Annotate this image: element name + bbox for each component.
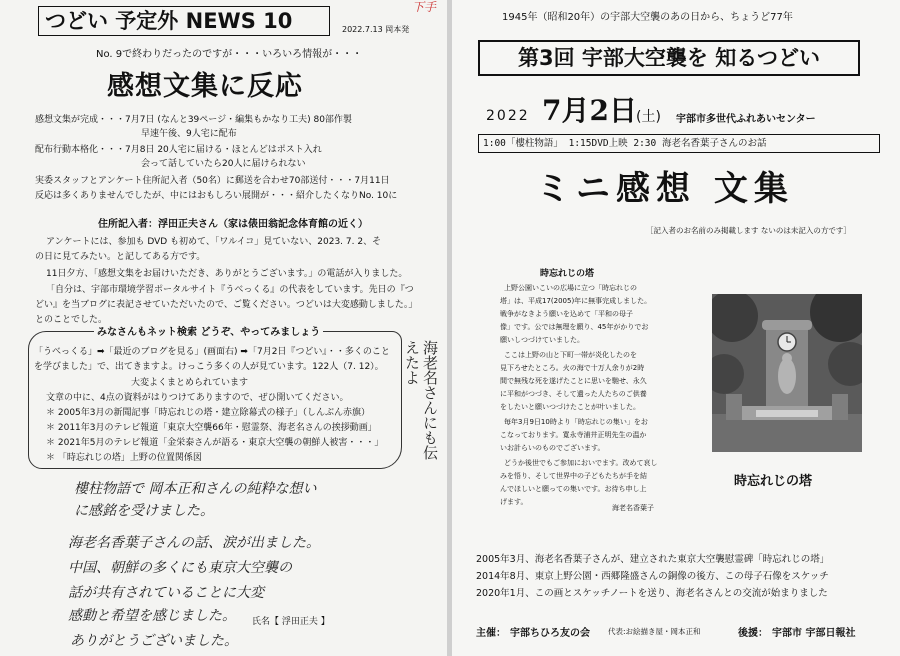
handwritten-line: 海老名香葉子さんの話、涙が出ました。 <box>68 535 320 551</box>
box-line: 「うべっくる」➡「最近のブログを見る」(画面右) ➡「7月2日『つどい』・・多くのことを学びました」で、出てきますよ。けっこう多くの人が見ています。122人（7. 12）。 <box>34 347 390 372</box>
box-line: ＊ 2011年3月のテレビ報道「東京大空襲66年・慰霊祭、海老名さんの挨拶動画」 <box>46 423 377 433</box>
story-line: に平和がつづき、そして遺った人たちのご供養 <box>500 390 647 398</box>
body-line: アンケートには、参加も DVD も初めて、「ワルイコ」見ていない、2023. 7. 2、そ <box>46 237 382 247</box>
box-line: 文章の中に、4点の資料がはりつけてありますので、ぜひ開いてください。 <box>46 393 349 403</box>
story-line: こなっております。寛永寺浦井正明先生の温か <box>500 431 647 439</box>
monument-photo <box>712 294 862 452</box>
big-title: ミニ感想 文集 <box>536 169 794 209</box>
bottom-line: 2014年8月、東京上野公園・西郷隆盛さんの銅像の後方、この母子石像をスケッチ <box>476 571 829 582</box>
handwritten-line: ありがとうございました。 <box>70 633 238 649</box>
schedule-bar: 1:00「樓柱物語」 1:15DVD上映 2:30 海老名香葉子さんのお話 <box>478 134 880 153</box>
story-line: 毎年3月9日10時より「時忘れじの集い」をお <box>504 418 648 426</box>
top-line: 1945年（昭和20年）の宇部大空襲のあの日から、ちょうど77年 <box>502 12 793 23</box>
story-line: 間で無残な死を遂げたことに思いを馳せ、永久 <box>500 377 647 385</box>
story-line: みを悟り、そして世界中の子どもたちが手を結 <box>500 472 647 480</box>
photo-caption: 時忘れじの塔 <box>734 474 813 489</box>
date-main: 7月2日 <box>542 94 637 127</box>
story-line: 塔」は、平成17(2005)年に無事完成しました。 <box>500 297 652 305</box>
body-line: の日に見てみたい。と記してある方です。 <box>35 252 206 262</box>
bottom-line: 2020年1月、この画とスケッチノートを送り、海老名さんとの交流が始まりました <box>476 588 828 599</box>
intro-line: No. 9で終わりだったのですが・・・いろいろ情報が・・・ <box>96 49 363 60</box>
info-line: 反応は多くありませんでしたが、中にはおもしろい展開が・・・紹介したくなりNo. 10に <box>35 191 398 201</box>
story-line: 上野公園いこいの広場に立つ「時忘れじの <box>504 284 637 292</box>
info-line: 感想文集が完成・・・7月7日 (なんと39ページ・編集もかなり工夫) 80部作製 <box>35 115 352 125</box>
date-year: 2022 <box>486 108 530 124</box>
signature: 氏名【 浮田正夫 】 <box>252 617 330 627</box>
footer-representative: 代表:お絵描き屋・岡本正和 <box>608 627 701 636</box>
footer-support: 宇部市 宇部日報社 <box>772 628 856 639</box>
footer-sponsor: 宇部ちひろ友の会 <box>510 628 590 639</box>
body-line: どい』を当ブログに表記させていただいたので、ご覧ください。つどいは大変感動しました。」 <box>35 300 418 310</box>
left-page <box>0 0 447 656</box>
subhead: 住所記入者：浮田正夫さん（家は俵田翁記念体育館の近く） <box>98 219 368 230</box>
body-line: とのことでした。 <box>35 315 108 325</box>
story-line: げます。 <box>500 498 528 506</box>
body-line: 「自分は、宇部市環境学習ポータルサイト『うべっくる』の代表をしています。先日の『つ <box>46 285 414 295</box>
handwritten-line: 中国、朝鮮の多くにも東京大空襲の <box>68 560 292 576</box>
story-line: をしたいと願いつづけたことが叶いました。 <box>500 403 640 411</box>
story-line: いお計らいのものでございます。 <box>500 444 605 452</box>
event-title: 第3回 宇部大空襲を 知るつどい <box>478 40 860 76</box>
box-line: ＊ 2021年5月のテレビ報道「金栄泰さんが語る・東京大空襲の朝鮮人被害・・・」 <box>46 438 384 448</box>
info-line: 会って話していたら20人に届けられない <box>141 159 306 169</box>
story-title: 時忘れじの塔 <box>540 269 595 279</box>
corner-mark: 下手 <box>412 0 437 14</box>
author-note: ［記入者のお名前のみ掲載します ないのは未記入の方です］ <box>646 226 851 235</box>
handwritten-line: 話が共有されていることに大変 <box>68 585 264 601</box>
body-line: 11日夕方、「感想文集をお届けいただき、ありがとうございます。」の電話が入りました。 <box>46 269 408 279</box>
date-day: (土) <box>636 109 661 125</box>
story-line: 戦争がなきよう願いを込めて「平和の母子 <box>500 310 633 318</box>
masthead-title: つどい 予定外 NEWS 10 <box>38 6 330 36</box>
info-line: 実委スタッフとアンケート住所記入者（50名）に郵送を合わせ70部送付・・・7月11日 <box>35 176 390 186</box>
box-line: ＊ 2005年3月の新聞記事「時忘れじの塔・建立除幕式の様子」（しんぶん赤旗） <box>46 408 370 418</box>
headline: 感想文集に反応 <box>107 71 303 102</box>
handwritten-line: に感銘を受けました。 <box>74 503 214 519</box>
info-line: 配布行動本格化・・・7月8日 20人宅に届ける・ほとんどはポスト入れ <box>35 145 322 155</box>
footer-sponsor-label: 主催： <box>476 628 506 639</box>
story-signature: 海老名香葉子 <box>612 504 654 512</box>
search-box-title: みなさんもネット検索 どうぞ、やってみましょう <box>94 326 323 339</box>
bottom-line: 2005年3月、海老名香葉子さんが、建立された東京大空襲慰霊碑「時忘れじの塔」 <box>476 554 830 565</box>
story-line: ここは上野の山と下町一帯が炎化したのを <box>504 351 637 359</box>
story-line: 像」です。公では無理を願り、45年がかりでお <box>500 323 649 331</box>
story-line: 見下ろせたところ。火の海で十万人余りが2時 <box>500 364 645 372</box>
handwritten-line: 感動と希望を感じました。 <box>68 608 236 624</box>
right-page <box>452 0 900 656</box>
footer-support-label: 後援： <box>738 628 768 639</box>
side-note: 海老名さんにも伝えたよ <box>403 340 439 460</box>
box-line: ＊ 「時忘れじの塔」上野の位置関係図 <box>46 453 202 463</box>
story-line: どうか後世でもご参加においでます。改めて哀し <box>504 459 658 467</box>
info-line: 早速午後、9人宅に配布 <box>141 129 237 139</box>
story-line: 願いしつづけていました。 <box>500 336 584 344</box>
handwritten-line: 樓柱物語で 岡本正和さんの純粋な想い <box>74 481 317 497</box>
story-line: んでほしいと願っての集いです。お待ち申し上 <box>500 485 647 493</box>
box-line: 大変よくまとめられています <box>131 378 249 388</box>
venue: 宇部市多世代ふれあいセンター <box>676 114 816 125</box>
masthead-date: 2022.7.13 岡本発 <box>342 25 410 34</box>
